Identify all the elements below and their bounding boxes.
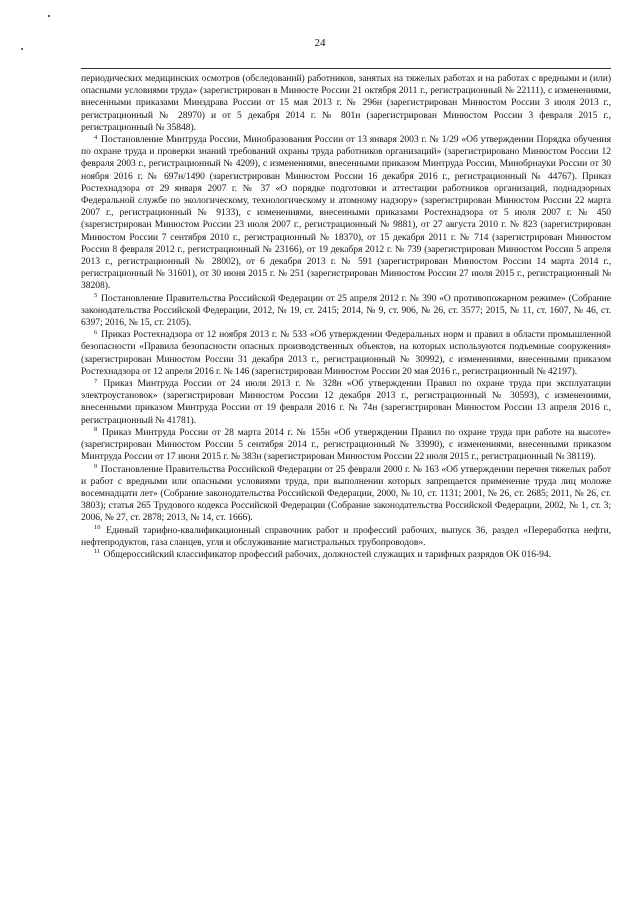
footnote-text: Общероссийский классификатор профессий рабочих, должностей служащих и тарифных разрядов ОК 016-94. (103, 548, 551, 560)
page-number: 24 (314, 37, 326, 49)
footnote-mark: 7 (94, 377, 98, 385)
footnote-mark: 5 (94, 292, 98, 300)
footnote-6 (81, 329, 611, 378)
footnote-8 (81, 427, 611, 464)
scan-speck (48, 15, 50, 17)
footnote-continued (81, 73, 611, 134)
footnotes-block (81, 73, 611, 561)
footnote-text: периодических медицинских осмотров (обследований) работников, занятых на тяжелых работах и на работах с вредными и (или) опасными условиями труда» (зарегистрирован в Минюсте России 21 октября 2011 г., регистрационный № 22111), с изменениями, внесенными приказами Минздрава России от 15 мая 2013 г. № 296н (зарегистрирован Минюстом России 3 июля 2013 г., регистрационный № 28970) и от 5 декабря 2014 г. № 801н (зарегистрирован Минюстом России 3 февраля 2015 г., регистрационный № 35848). (81, 73, 611, 133)
footnote-text: Единый тарифно-квалификационный справочник работ и профессий рабочих, выпуск 36, раздел «Переработка нефти, нефтепродуктов, газа сланцев, угля и обслуживание магистральных трубопроводов». (81, 524, 611, 548)
footnote-9 (81, 464, 611, 525)
footnote-11 (81, 549, 611, 561)
footnote-mark: 4 (94, 133, 98, 141)
footnote-5 (81, 293, 611, 330)
footnote-mark: 10 (94, 524, 101, 532)
footnote-4 (81, 134, 611, 293)
footnote-mark: 9 (94, 463, 98, 470)
footnote-separator (81, 68, 611, 69)
footnote-text: Постановление Правительства Российской Федерации от 25 февраля 2000 г. № 163 «Об утверждении перечня тяжелых работ и работ с вредными или опасными условиями труда, при выполнении которых запрещается применение труда лиц моложе восемнадцати лет» (Собрание законодательства Российской Федерации, 2000, № 10, ст. 1131; 2001, № 26, ст. 2685; 2011, № 26, ст. 3803); статья 265 Трудового кодекса Российской Федерации (Собрание законодательства Российской Федерации, 2002, № 1, ст. 3; 2006, № 27, ст. 2878; 2013, № 14, ст. 1666). (81, 463, 611, 524)
footnote-text: Постановление Правительства Российской Федерации от 25 апреля 2012 г. № 390 «О противопожарном режиме» (Собрание законодательства Российской Федерации, 2012, № 19, ст. 2415; 2014, № 9, ст. 906, № 26, ст. 3577; 2015, № 11, ст. 1607, № 46, ст. 6397; 2016, № 15, ст. 2105). (81, 292, 611, 329)
footnote-7 (81, 378, 611, 427)
footnote-mark: 6 (94, 328, 98, 336)
footnote-text: Постановление Минтруда России, Минобразования России от 13 января 2003 г. № 1/29 «Об утверждении Порядка обучения по охране труда и проверки знаний требований охраны труда работников организаций» (зарегистрировано Минюстом России 12 февраля 2003 г., регистрационный № 4209), с изменениями, внесенными приказом Минтруда России, Минобрнауки России от 30 ноября 2016 г. № 697н/1490 (зарегистрирован Минюстом России 16 декабря 2016 г., регистрационный № 44767). Приказ Ростехнадзора от 29 января 2007 г. № 37 «О порядке подготовки и аттестации работников организаций, поднадзорных Федеральной службе по экологическому, технологическому и атомному надзору» (зарегистрирован Минюстом России 22 марта 2007 г., регистрационный № 9133), с изменениями, внесенными приказами Ростехнадзора от 5 июля 2007 г. № 450 (зарегистрирован Минюстом России 23 июля 2007 г., регистрационный № 9881), от 27 августа 2010 г. № 823 (зарегистрирован Минюстом России 7 сентября 2010 г., регистрационный № 18370), от 15 декабря 2011 г. № 714 (зарегистрирован Минюстом России 8 февраля 2012 г., регистрационный № 23166), от 19 декабря 2012 г. № 739 (зарегистрирован Минюстом России 5 апреля 2013 г., регистрационный № 28002), от 6 декабря 2013 г. № 591 (зарегистрирован Минюстом России 14 марта 2014 г., регистрационный № 31601), от 30 июня 2015 г. № 251 (зарегистрирован Минюстом России 27 июля 2015 г., регистрационный № 38208). (81, 134, 611, 292)
footnote-mark: 8 (94, 426, 98, 434)
footnote-mark: 11 (94, 548, 101, 556)
footnote-text: Приказ Ростехнадзора от 12 ноября 2013 г. № 533 «Об утверждении Федеральных норм и правил в области промышленной безопасности «Правила безопасности опасных производственных объектов, на которых используются подъемные сооружения» (зарегистрирован Минюстом России 31 декабря 2013 г., регистрационный № 30992), с изменениями, внесенными приказом Ростехнадзора от 12 апреля 2016 г. № 146 (зарегистрирован Минюстом России 20 мая 2016 г., регистрационный № 42197). (81, 329, 611, 377)
footnote-text: Приказ Минтруда России от 28 марта 2014 г. № 155н «Об утверждении Правил по охране труда при работе на высоте» (зарегистрирован Минюстом России 5 сентября 2014 г., регистрационный № 33990), с изменениями, внесенными приказом Минтруда России от 17 июня 2015 г. № 383н (зарегистрирован Минюстом России 22 июля 2015 г., регистрационный № 38119). (81, 426, 611, 463)
footnote-10 (81, 525, 611, 549)
footnote-text: Приказ Минтруда России от 24 июля 2013 г. № 328н «Об утверждении Правил по охране труда при эксплуатации электроустановок» (зарегистрирован Минюстом России 12 декабря 2013 г., регистрационный № 30593), с изменениями, внесенными приказом Минтруда России от 19 февраля 2016 г. № 74н (зарегистрирован Минюстом России 13 апреля 2016 г., регистрационный № 41781). (81, 378, 611, 426)
